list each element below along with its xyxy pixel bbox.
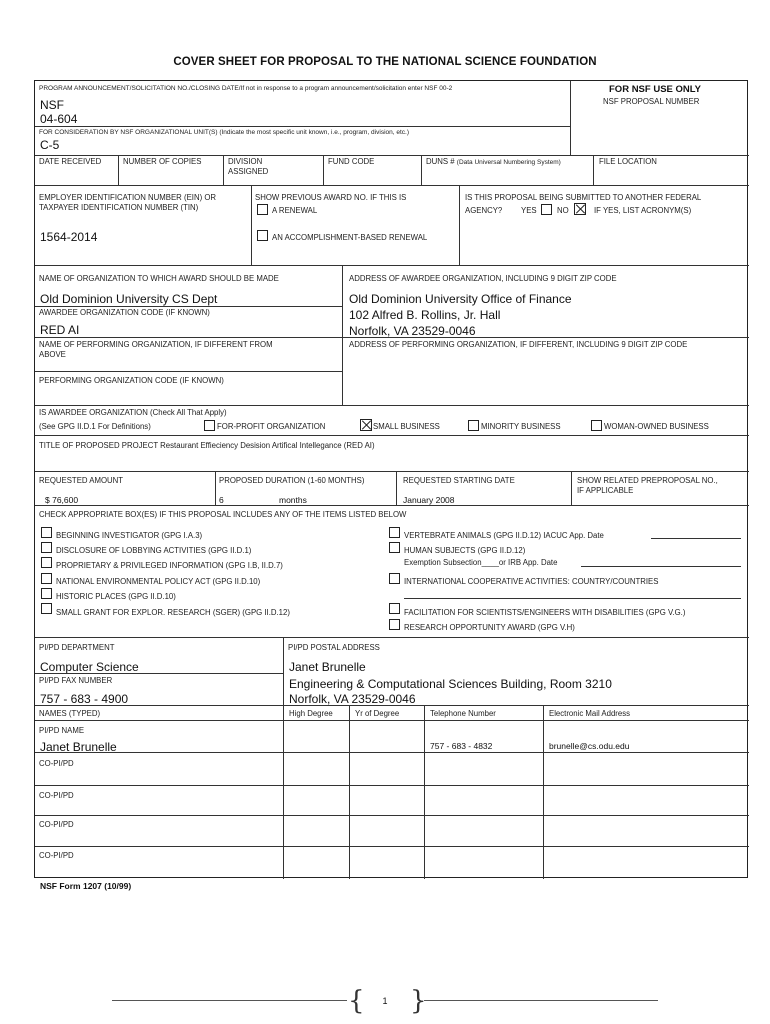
facilitation-checkbox[interactable] [389,603,400,614]
org-address3[interactable]: Norfolk, VA 23529-0046 [349,324,476,338]
for-profit-label: FOR-PROFIT ORGANIZATION [217,422,326,431]
consideration-value[interactable]: C-5 [40,138,60,152]
awardee-type-label2: (See GPG II.D.1 For Definitions) [39,422,151,431]
page-rule-left [112,1000,347,1001]
right-brace-icon: } [410,986,427,1016]
small-business-checkbox[interactable] [360,419,372,431]
copi-label-1: CO-PI/PD [39,759,74,768]
pi-name[interactable]: Janet Brunelle [40,740,117,754]
pi-fax[interactable]: 757 - 683 - 4900 [40,692,129,706]
proprietary-checkbox[interactable] [41,557,52,568]
program-label: PROGRAM ANNOUNCEMENT/SOLICITATION NO./CLOSING DATE/If not in response to a program announcement/solicitation enter NSF 00-2 [39,85,453,92]
rpa-checkbox[interactable] [389,619,400,630]
org-name[interactable]: Old Dominion University CS Dept [40,292,218,306]
org-code-label: AWARDEE ORGANIZATION CODE (IF KNOWN) [39,308,210,317]
form-frame [34,80,748,878]
telephone-label: Telephone Number [430,709,496,718]
rpa-label: RESEARCH OPPORTUNITY AWARD (GPG V.H) [404,623,575,632]
duration-months: months [279,495,307,505]
division-assigned-label: ASSIGNED [228,167,269,176]
duration-value[interactable]: 6 [219,495,224,505]
minority-business-label: MINORITY BUSINESS [481,422,561,431]
sger-checkbox[interactable] [41,603,52,614]
pi-fax-label: PI/PD FAX NUMBER [39,676,113,685]
preproposal-label1: SHOW RELATED PREPROPOSAL NO., [577,476,718,485]
vertebrate-checkbox[interactable] [389,527,400,538]
woman-owned-checkbox[interactable] [591,420,602,431]
small-business-label: SMALL BUSINESS [373,422,440,431]
amount-label: REQUESTED AMOUNT [39,476,124,485]
check-boxes-heading: CHECK APPROPRIATE BOX(ES) IF THIS PROPOSAL INCLUDES ANY OF THE ITEMS LISTED BELOW [39,510,407,519]
division-label: DIVISION [228,157,263,166]
international-checkbox[interactable] [389,573,400,584]
woman-owned-label: WOMAN-OWNED BUSINESS [604,422,709,431]
pi-name-label: PI/PD NAME [39,726,85,735]
accomplishment-renewal-label: AN ACCOMPLISHMENT-BASED RENEWAL [272,233,428,242]
left-brace-icon: { [348,986,365,1016]
international-label: INTERNATIONAL COOPERATIVE ACTIVITIES: COUNTRY/COUNTRIES [404,577,659,586]
acronym-label: IF YES, LIST ACRONYM(S) [594,206,692,215]
start-date-label: REQUESTED STARTING DATE [403,476,515,485]
program-line2[interactable]: 04-604 [40,112,78,126]
date-received-label: DATE RECEIVED [39,157,102,166]
fund-code-label: FUND CODE [328,157,375,166]
page-title: COVER SHEET FOR PROPOSAL TO THE NATIONAL SCIENCE FOUNDATION [173,56,597,68]
pi-email[interactable]: brunelle@cs.odu.edu [549,741,630,751]
pi-postal2[interactable]: Engineering & Computational Sciences Building, Room 3210 [289,677,612,691]
other-agency-yes-label: YES [521,206,537,215]
yr-degree-label: Yr of Degree [355,709,400,718]
duns-label: DUNS # (Data Universal Numbering System) [426,157,561,166]
copi-label-3: CO-PI/PD [39,820,74,829]
start-date-value[interactable]: January 2008 [403,495,455,505]
org-address-label: ADDRESS OF AWARDEE ORGANIZATION, INCLUDING 9 DIGIT ZIP CODE [349,274,617,283]
program-line1[interactable]: NSF [40,98,64,112]
performing-label1: NAME OF PERFORMING ORGANIZATION, IF DIFFERENT FROM [39,340,273,349]
org-address1[interactable]: Old Dominion University Office of Finance [349,292,572,306]
pi-phone[interactable]: 757 - 683 - 4832 [430,741,493,751]
performing-label2: ABOVE [39,350,66,359]
accomplishment-renewal-checkbox[interactable] [257,230,268,241]
preproposal-label2: IF APPLICABLE [577,486,634,495]
org-address2[interactable]: 102 Alfred B. Rollins, Jr. Hall [349,308,501,322]
org-name-label: NAME OF ORGANIZATION TO WHICH AWARD SHOULD BE MADE [39,274,279,283]
number-of-copies-label: NUMBER OF COPIES [123,157,202,166]
project-title-label: TITLE OF PROPOSED PROJECT Restaurant Effieciency Desision Artifical Intellegance (RED AI) [39,441,375,450]
page-number: 1 [382,996,388,1006]
form-number: NSF Form 1207 (10/99) [40,881,132,891]
human-subjects-label: HUMAN SUBJECTS (GPG II.D.12) [404,546,526,555]
email-label: Electronic Mail Address [549,709,631,718]
other-agency-label: IS THIS PROPOSAL BEING SUBMITTED TO ANOTHER FEDERAL [465,193,702,202]
other-agency-yes-checkbox[interactable] [541,204,552,215]
vertebrate-label: VERTEBRATE ANIMALS (GPG II.D.12) IACUC App. Date [404,531,604,540]
consideration-label: FOR CONSIDERATION BY NSF ORGANIZATIONAL UNIT(S) (Indicate the most specific unit known, i.e., program, division, etc.) [39,129,409,136]
environmental-policy-label: NATIONAL ENVIRONMENTAL POLICY ACT (GPG II.D.10) [56,577,261,586]
sger-label: SMALL GRANT FOR EXPLOR. RESEARCH (SGER) (GPG II.D.12) [56,608,290,617]
project-title-value[interactable]: Restaurant Effieciency Desision Artifical Intellegance (RED AI) [160,441,375,450]
page-rule-right [424,1000,658,1001]
ein-label1: EMPLOYER IDENTIFICATION NUMBER (EIN) OR [39,193,217,202]
high-degree-label: High Degree [289,709,333,718]
ein-value[interactable]: 1564-2014 [40,230,98,244]
nsf-proposal-number-label: NSF PROPOSAL NUMBER [603,97,700,106]
human-subjects-checkbox[interactable] [389,542,400,553]
pi-postal1[interactable]: Janet Brunelle [289,660,366,674]
proprietary-label: PROPRIETARY & PRIVILEGED INFORMATION (GPG I.B, II.D.7) [56,561,283,570]
awardee-type-label1: IS AWARDEE ORGANIZATION (Check All That Apply) [39,408,227,417]
historic-places-label: HISTORIC PLACES (GPG II.D.10) [56,592,176,601]
other-agency-question: AGENCY? [465,206,503,215]
other-agency-no-label: NO [557,206,569,215]
pi-postal-label: PI/PD POSTAL ADDRESS [288,643,380,652]
beginning-investigator-label: BEGINNING INVESTIGATOR (GPG I.A.3) [56,531,203,540]
lobbying-label: DISCLOSURE OF LOBBYING ACTIVITIES (GPG II.D.1) [56,546,252,555]
other-agency-no-checkbox[interactable] [574,203,586,215]
pi-dept[interactable]: Computer Science [40,660,139,674]
names-typed-label: NAMES (TYPED) [39,709,101,718]
beginning-investigator-checkbox[interactable] [41,527,52,538]
performing-code-label: PERFORMING ORGANIZATION CODE (IF KNOWN) [39,376,224,385]
nsf-use-heading: FOR NSF USE ONLY [609,84,702,95]
renewal-checkbox[interactable] [257,204,268,215]
environmental-policy-checkbox[interactable] [41,573,52,584]
historic-places-checkbox[interactable] [41,588,52,599]
lobbying-checkbox[interactable] [41,542,52,553]
ein-label2: TAXPAYER IDENTIFICATION NUMBER (TIN) [39,203,199,212]
exemption-label: Exemption Subsection____or IRB App. Date [404,558,558,567]
file-location-label: FILE LOCATION [599,157,657,166]
amount-value[interactable]: $ 76,600 [45,495,79,505]
pi-dept-label: PI/PD DEPARTMENT [39,643,115,652]
copi-label-2: CO-PI/PD [39,791,74,800]
for-profit-checkbox[interactable] [204,420,215,431]
minority-business-checkbox[interactable] [468,420,479,431]
org-code[interactable]: RED AI [40,323,80,337]
previous-award-label: SHOW PREVIOUS AWARD NO. IF THIS IS [255,193,407,202]
performing-address-label: ADDRESS OF PERFORMING ORGANIZATION, IF DIFFERENT, INCLUDING 9 DIGIT ZIP CODE [349,340,688,349]
duration-label: PROPOSED DURATION (1-60 MONTHS) [219,476,365,485]
pi-postal3[interactable]: Norfolk, VA 23529-0046 [289,692,416,706]
facilitation-label: FACILITATION FOR SCIENTISTS/ENGINEERS WITH DISABILITIES (GPG V.G.) [404,608,686,617]
renewal-label: A RENEWAL [272,206,318,215]
copi-label-4: CO-PI/PD [39,851,74,860]
